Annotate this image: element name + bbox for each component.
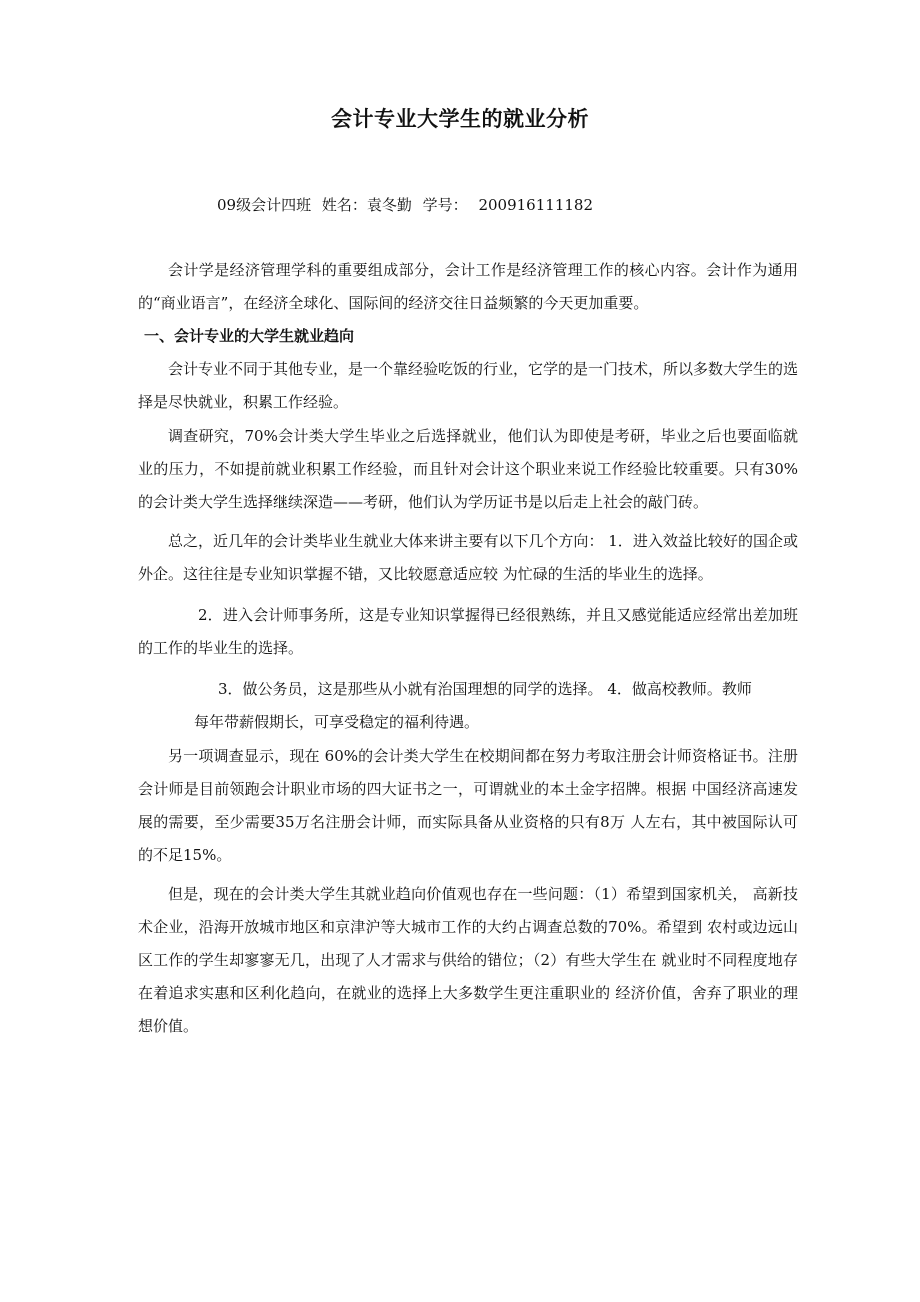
list-item-line: 3．做公务员，这是那些从小就有治国理想的同学的选择。 4．做高校教师。教师 xyxy=(218,680,752,698)
paragraph-problems: 但是，现在的会计类大学生其就业趋向价值观也存在一些问题：（1）希望到国家机关， 高新技术企业，沿海开放城市地区和京津沪等大城市工作的大约占调查总数的70%。希望到 农村或边远山区工作的学生却寥寥无几，出现了人才需求与供给的错位；（2）有些大学生在 就业时不同程度地存在着追求实惠和区利化趋向，在就业的选择上大多数学生更注重职业的 经济价值，舍弃了职业的理想价值。 xyxy=(138,885,798,1035)
paragraph-survey: 调查研究，70%会计类大学生毕业之后选择就业，他们认为即使是考研，毕业之后也要面临就业的压力，不如提前就业积累工作经验，而且针对会计这个职业来说工作经验比较重要。只有30%的会计类大学生选择继续深造——考研，他们认为学历证书是以后走上社会的敲门砖。 xyxy=(138,427,798,511)
intro-paragraph: 会计学是经济管理学科的重要组成部分，会计工作是经济管理工作的核心内容。会计作为通用的“商业语言”，在经济全球化、国际间的经济交往日益频繁的今天更加重要。 xyxy=(138,261,798,312)
student-id-label: 学号： xyxy=(422,196,468,214)
document-body xyxy=(138,254,798,1043)
document-title: 会计专业大学生的就业分析 xyxy=(331,107,589,131)
paragraph-employment-tendency: 会计专业不同于其他专业，是一个靠经验吃饭的行业，它学的是一门技术，所以多数大学生的选择是尽快就业，积累工作经验。 xyxy=(138,360,799,411)
paragraph-cpa-survey: 另一项调查显示，现在 60%的会计类大学生在校期间都在努力考取注册会计师资格证书。注册会计师是目前领跑会计职业市场的四大证书之一，可谓就业的本土金字招牌。根据 中国经济高速发展的需要，至少需要35万名注册会计师，而实际具备从业资格的只有8万 人左右，其中被国际认可的不足15%。 xyxy=(138,747,798,864)
student-id-value: 200916111182 xyxy=(478,196,593,214)
list-item-line: 每年带薪假期长，可享受稳定的福利待遇。 xyxy=(194,713,480,731)
author-name: 姓名：袁冬勤 xyxy=(321,196,412,214)
author-line xyxy=(217,194,599,215)
list-item-accounting-firm: 2．进入会计师事务所，这是专业知识掌握得已经很熟练，并且又感觉能适应经常出差加班的工作的毕业生的选择。 xyxy=(138,606,798,657)
section-heading: 一、会计专业的大学生就业趋向 xyxy=(144,327,355,345)
paragraph-directions: 总之，近几年的会计类毕业生就业大体来讲主要有以下几个方向： 1．进入效益比较好的国企或外企。这往往是专业知识掌握不错，又比较愿意适应较 为忙碌的生活的毕业生的选择。 xyxy=(138,532,798,583)
list-item-civil-servant-teacher xyxy=(138,673,798,739)
author-class: 09级会计四班 xyxy=(217,196,312,214)
